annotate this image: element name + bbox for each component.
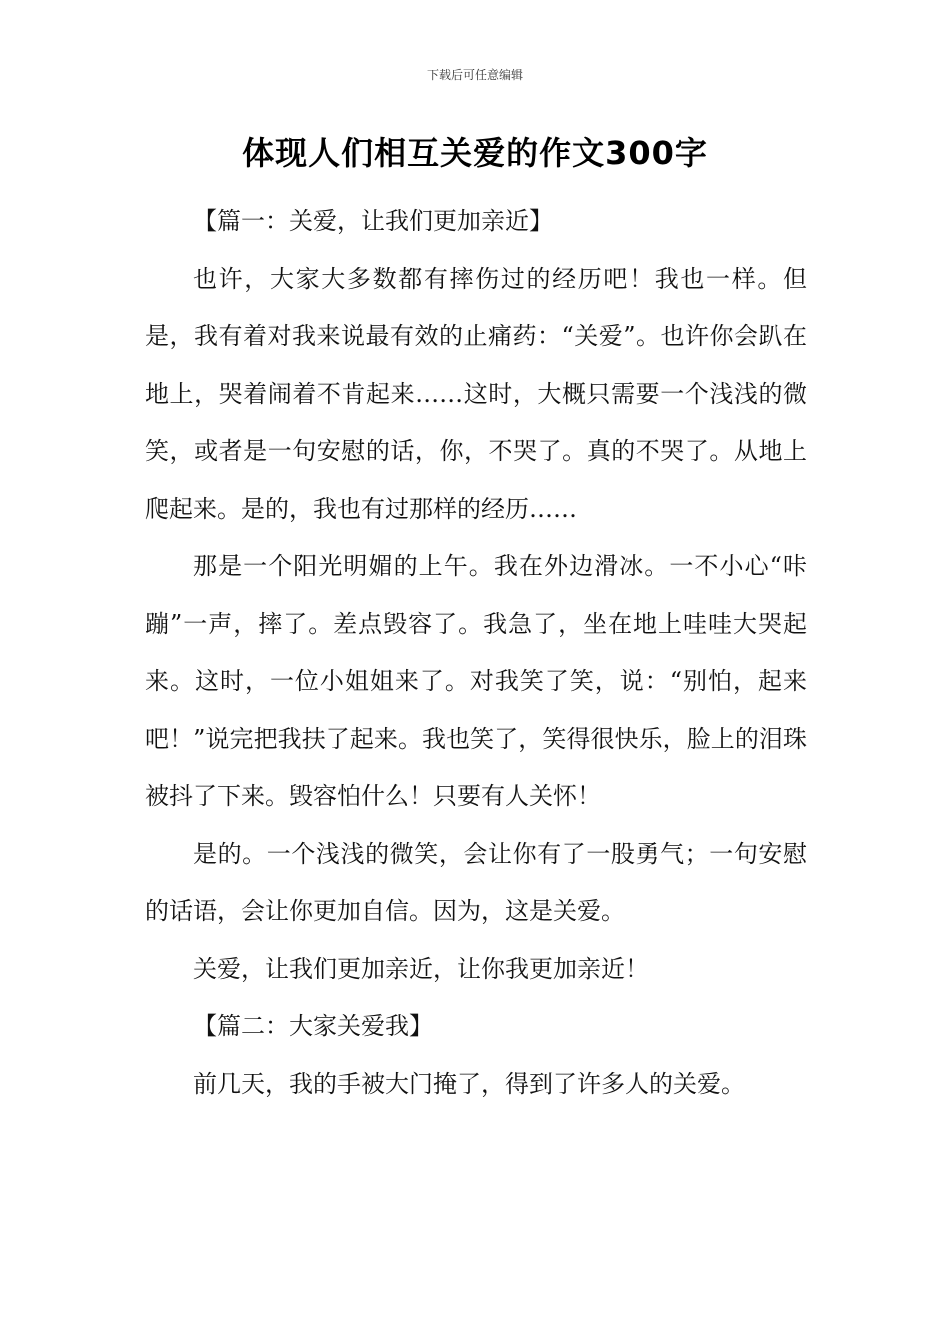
section-heading-2: 【篇二：大家关爱我】 [193, 1012, 433, 1040]
section-heading-1: 【篇一：关爱，让我们更加亲近】 [193, 207, 553, 235]
paragraph-3: 是的。一个浅浅的微笑，会让你有了一股勇气；一句安慰的话语，会让你更加自信。因为，这是关爱。 [145, 839, 807, 925]
paragraph-4: 关爱，让我们更加亲近，让你我更加亲近！ [193, 954, 649, 983]
paragraph-5: 前几天，我的手被大门掩了，得到了许多人的关爱。 [193, 1069, 745, 1098]
document-body [145, 193, 807, 1113]
paragraph-2: 那是一个阳光明媚的上午。我在外边滑冰。一不小心“咔蹦”一声，摔了。差点毁容了。我急了，坐在地上哇哇大哭起来。这时，一位小姐姐来了。对我笑了笑，说：“别怕，起来吧！”说完把我扶了起来。我也笑了，笑得很快乐，脸上的泪珠被抖了下来。毁容怕什么！只要有人关怀！ [145, 552, 807, 810]
document-title: 体现人们相互关爱的作文300字 [242, 134, 708, 172]
header-note: 下载后可任意编辑 [426, 68, 523, 82]
paragraph-1: 也许，大家大多数都有摔伤过的经历吧！我也一样。但是，我有着对我来说最有效的止痛药：“关爱”。也许你会趴在地上，哭着闹着不肯起来……这时，大概只需要一个浅浅的微笑，或者是一句安慰的话，你，不哭了。真的不哭了。从地上爬起来。是的，我也有过那样的经历…… [145, 264, 807, 523]
